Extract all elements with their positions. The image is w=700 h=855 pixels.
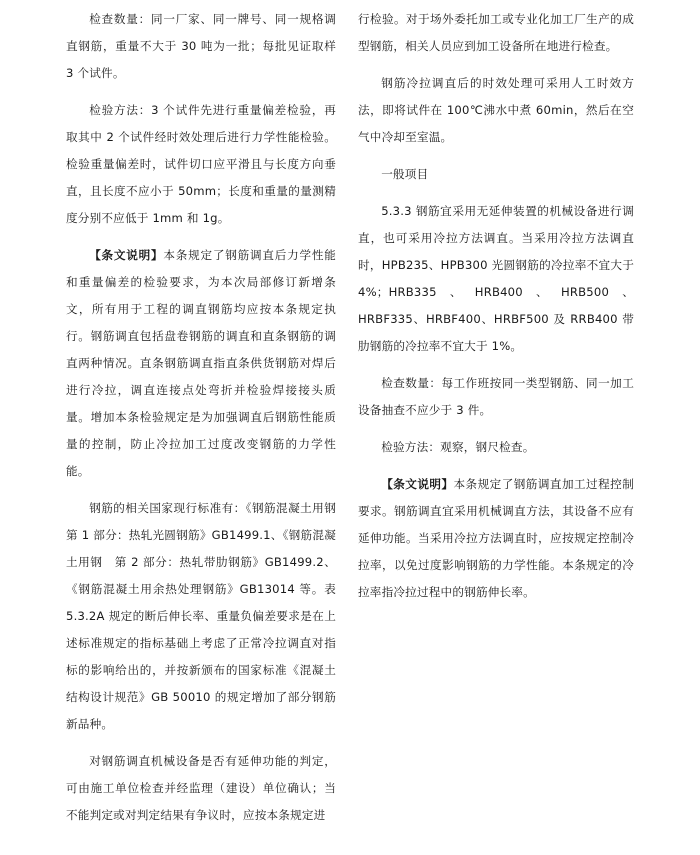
paragraph-inspection-method: 检验方法：3 个试件先进行重量偏差检验，再取其中 2 个试件经时效处理后进行力学性能检验。检验重量偏差时，试件切口应平滑且与长度方向垂直，且长度不应小于 50mm；长度和重量的量测精度分别不应低于 1mm 和 1g。 bbox=[66, 103, 336, 225]
paragraph-equipment-judgement: 对钢筋调直机械设备是否有延伸功能的判定，可由施工单位检查并经监理（建设）单位确认；当不能判定或对判定结果有争议时，应按本条规定进 bbox=[66, 754, 336, 822]
paragraph-inspection-method-2: 检验方法：观察，钢尺检查。 bbox=[381, 440, 535, 454]
paragraph-clause-explanation-2: 【条文说明】本条规定了钢筋调直加工过程控制要求。钢筋调直宜采用机械调直方法，其设备不应有延伸功能。当采用冷拉方法调直时，应按规定控制冷拉率，以免过度影响钢筋的力学性能。本条规定的冷拉率指冷拉过程中的钢筋伸长率。 bbox=[358, 477, 634, 599]
paragraph-national-standards: 钢筋的相关国家现行标准有：《钢筋混凝土用钢 第 1 部分：热轧光圆钢筋》GB1499.1、《钢筋混凝土用钢 第 2 部分：热轧带肋钢筋》GB1499.2、《钢筋混凝土用余热处理钢筋》GB13014 等。表 5.3.2A 规定的断后伸长率、重量负偏差要求是在上述标准规定的指标基础上考虑了正常冷拉调直对指标的影响给出的，并按新颁布的国家标准《混凝土结构设计规范》GB 50010 的规定增加了部分钢筋新品种。 bbox=[66, 501, 348, 731]
section-heading-general-items: 一般项目 bbox=[381, 167, 429, 181]
right-column bbox=[358, 0, 634, 616]
paragraph-clause-5-3-3: 5.3.3 钢筋宜采用无延伸装置的机械设备进行调直，也可采用冷拉方法调直。当采用冷拉方法调直时，HPB235、HPB300 光圆钢筋的冷拉率不宜大于 4%；HRB335、HRB400、HRB500、HRBF335、HRBF400、HRBF500 及 RRB400 带肋钢筋的冷拉率不宜大于 1%。 bbox=[358, 204, 634, 353]
paragraph-clause-explanation: 【条文说明】本条规定了钢筋调直后力学性能和重量偏差的检验要求，为本次局部修订新增条文，所有用于工程的调直钢筋均应按本条规定执行。钢筋调直包括盘卷钢筋的调直和直条钢筋的调直两种情况。直条钢筋调直指直条供货钢筋对焊后进行冷拉，调直连接点处弯折并检验焊接接头质量。增加本条检验规定是为加强调直后钢筋性能质量的控制，防止冷拉加工过度改变钢筋的力学性能。 bbox=[66, 248, 336, 478]
paragraph-aging-treatment: 钢筋冷拉调直后的时效处理可采用人工时效方法，即将试件在 100℃沸水中煮 60min，然后在空气中冷却至室温。 bbox=[358, 76, 634, 144]
paragraph-inspection-quantity: 检查数量：同一厂家、同一牌号、同一规格调直钢筋，重量不大于 30 吨为一批；每批见证取样 3 个试件。 bbox=[66, 12, 336, 80]
paragraph-continued: 行检验。对于场外委托加工或专业化加工厂生产的成型钢筋，相关人员应到加工设备所在地进行检查。 bbox=[358, 12, 634, 53]
left-column bbox=[66, 0, 348, 839]
paragraph-inspection-quantity-2: 检查数量：每工作班按同一类型钢筋、同一加工设备抽查不应少于 3 件。 bbox=[358, 376, 634, 417]
clause-explanation-heading: 【条文说明】 bbox=[381, 477, 454, 491]
clause-explanation-heading: 【条文说明】 bbox=[89, 248, 164, 262]
